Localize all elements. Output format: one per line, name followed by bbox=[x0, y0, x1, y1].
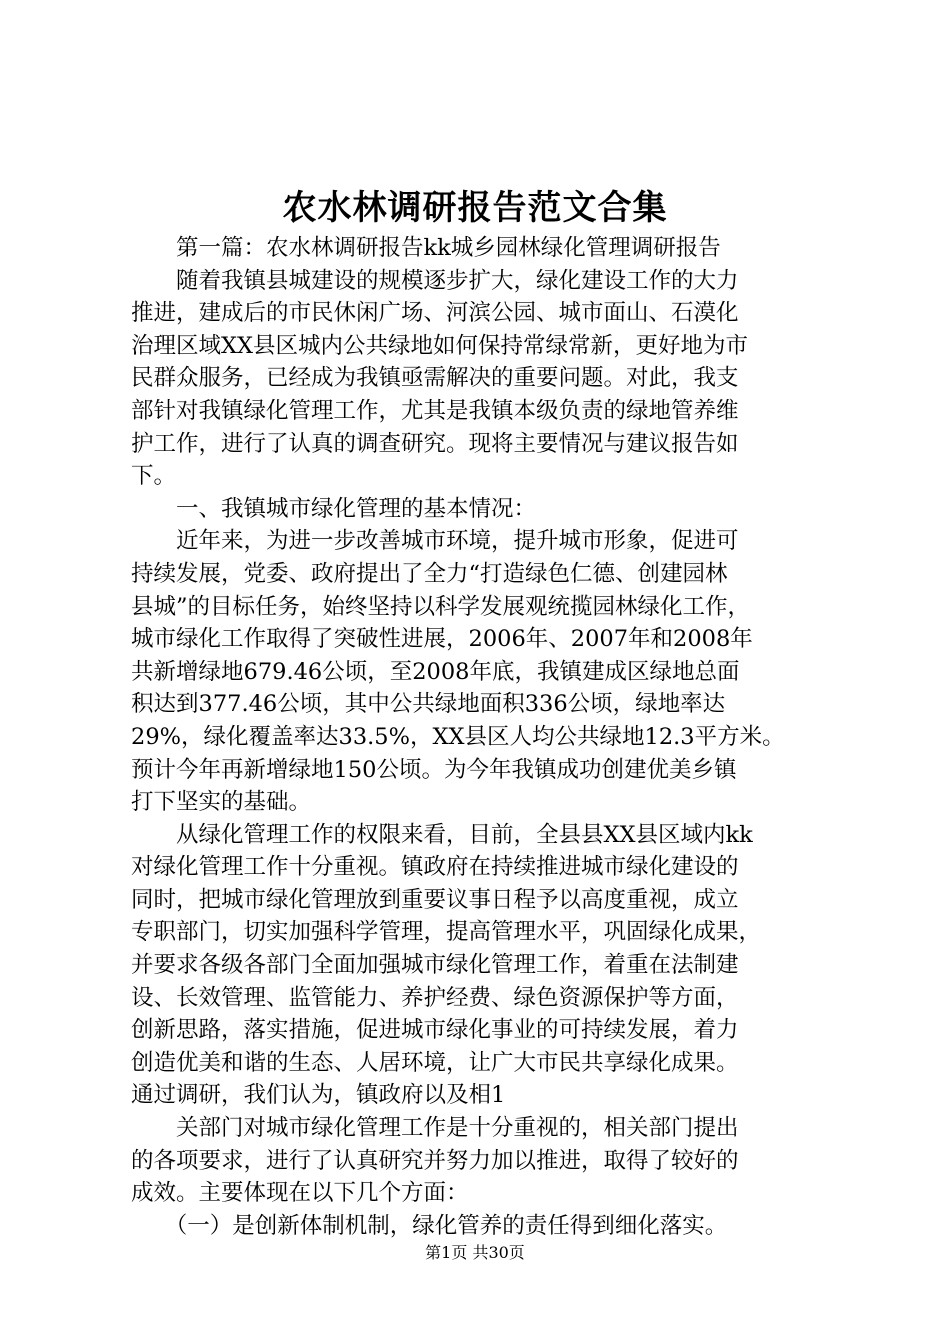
body-line: 29%，绿化覆盖率达33.5%，XX县区人均公共绿地12.3平方米。 bbox=[131, 723, 785, 750]
body-line: （一）是创新体制机制，绿化管养的责任得到细化落实。 bbox=[131, 1212, 728, 1239]
body-line: 创新思路，落实措施，促进城市绿化事业的可持续发展，着力 bbox=[131, 1017, 739, 1044]
body-line: 并要求各级各部门全面加强城市绿化管理工作，着重在法制建 bbox=[131, 952, 739, 979]
body-line: 共新增绿地679.46公顷，至2008年底，我镇建成区绿地总面 bbox=[131, 658, 740, 685]
body-line: 从绿化管理工作的权限来看，目前，全县县XX县区域内kk bbox=[131, 821, 753, 848]
body-line: 推进，建成后的市民休闲广场、河滨公园、城市面山、石漠化 bbox=[131, 300, 739, 327]
document-title: 农水林调研报告范文合集 bbox=[282, 188, 668, 228]
body-line: 成效。主要体现在以下几个方面： bbox=[131, 1180, 469, 1207]
body-line: 一、我镇城市绿化管理的基本情况： bbox=[131, 495, 537, 522]
body-line: 设、长效管理、监管能力、养护经费、绿色资源保护等方面， bbox=[131, 984, 739, 1011]
body-line: 第一篇：农水林调研报告kk城乡园林绿化管理调研报告 bbox=[131, 235, 721, 261]
body-line: 创造优美和谐的生态、人居环境，让广大市民共享绿化成果。 bbox=[131, 1049, 739, 1076]
body-line: 近年来，为进一步改善城市环境，提升城市形象，促进可 bbox=[131, 528, 739, 555]
page-footer: 第1页 共30页 bbox=[425, 1243, 525, 1262]
body-line: 治理区域XX县区城内公共绿地如何保持常绿常新，更好地为市 bbox=[131, 332, 749, 359]
body-line: 下。 bbox=[131, 463, 177, 490]
body-line: 的各项要求，进行了认真研究并努力加以推进，取得了较好的 bbox=[131, 1147, 739, 1174]
body-line: 通过调研，我们认为，镇政府以及相1 bbox=[131, 1082, 506, 1109]
body-line: 民群众服务，已经成为我镇亟需解决的重要问题。对此，我支 bbox=[131, 365, 739, 392]
body-line: 对绿化管理工作十分重视。镇政府在持续推进城市绿化建设的 bbox=[131, 854, 739, 881]
body-line: 专职部门，切实加强科学管理，提高管理水平，巩固绿化成果， bbox=[131, 919, 762, 946]
body-line: 县城”的目标任务，始终坚持以科学发展观统揽园林绿化工作， bbox=[131, 593, 751, 620]
document-body bbox=[131, 232, 831, 1242]
body-line: 同时，把城市绿化管理放到重要议事日程予以高度重视，成立 bbox=[131, 886, 739, 913]
body-line: 部针对我镇绿化管理工作，尤其是我镇本级负责的绿地管养维 bbox=[131, 397, 739, 424]
body-line: 预计今年再新增绿地150公顷。为今年我镇成功创建优美乡镇 bbox=[131, 756, 737, 783]
body-line: 护工作，进行了认真的调查研究。现将主要情况与建议报告如 bbox=[131, 430, 739, 457]
body-line: 关部门对城市绿化管理工作是十分重视的，相关部门提出 bbox=[131, 1115, 739, 1142]
body-line: 城市绿化工作取得了突破性进展，2006年、2007年和2008年 bbox=[131, 626, 753, 653]
body-line: 随着我镇县城建设的规模逐步扩大，绿化建设工作的大力 bbox=[131, 267, 739, 294]
body-line: 打下坚实的基础。 bbox=[131, 789, 312, 816]
body-line: 积达到377.46公顷，其中公共绿地面积336公顷，绿地率达 bbox=[131, 691, 726, 718]
body-line: 持续发展，党委、政府提出了全力“打造绿色仁德、创建园林 bbox=[131, 560, 728, 587]
